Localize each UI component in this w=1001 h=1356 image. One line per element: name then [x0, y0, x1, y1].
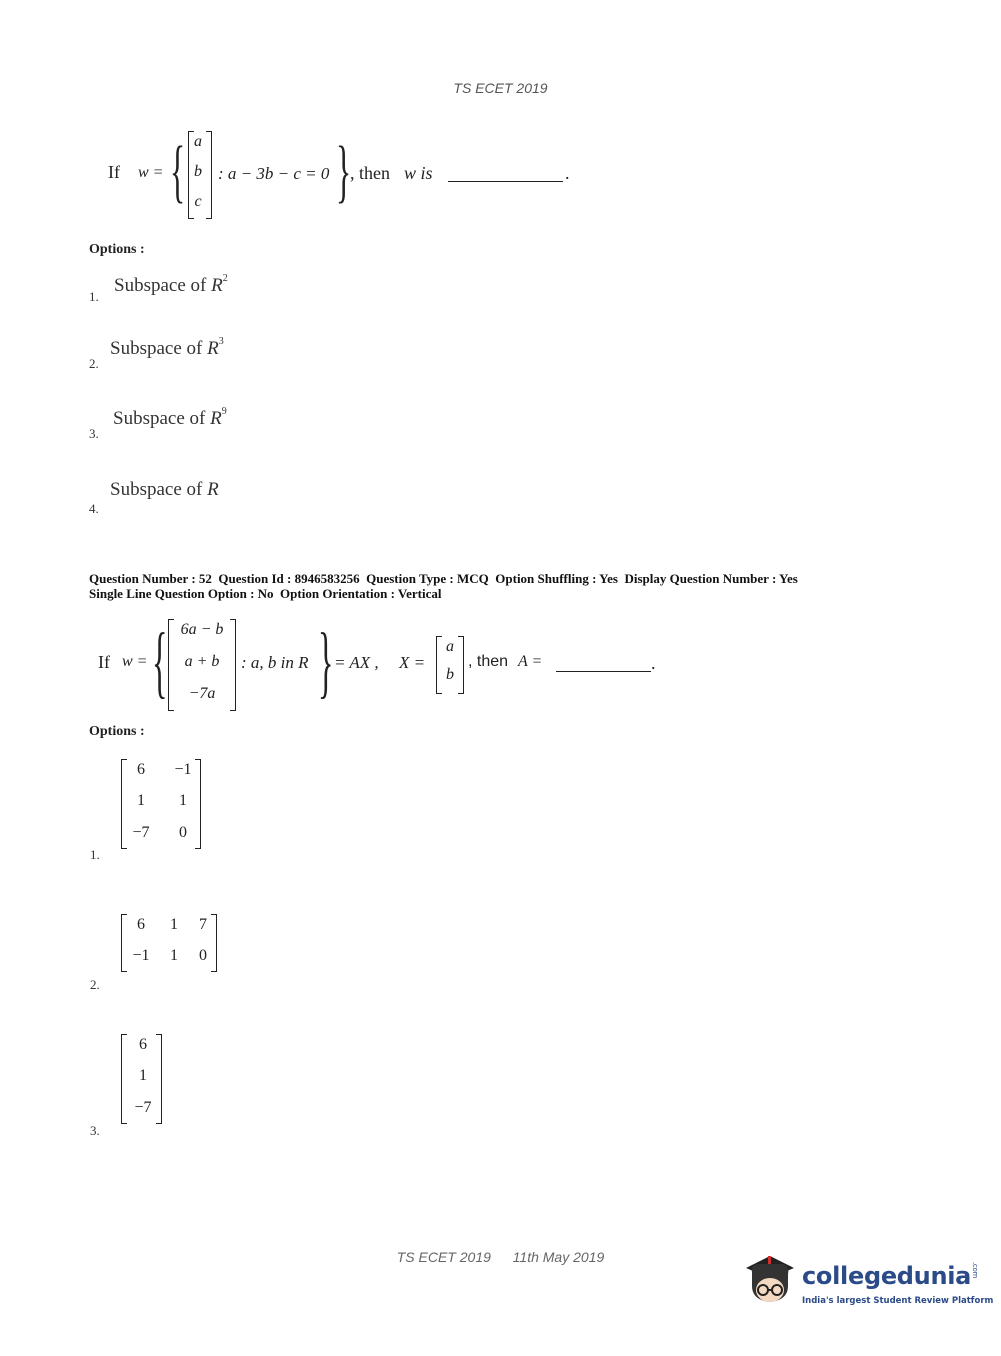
q52-vector-row-1: 6a − b [180, 621, 224, 638]
q51-vector-c: c [194, 193, 202, 210]
q52-x-a: a [446, 638, 454, 655]
option-text: Subspace of R [110, 479, 219, 500]
q51-period: . [565, 163, 570, 183]
question-52 [98, 614, 698, 714]
option-number: 2. [90, 977, 100, 992]
matrix-cell: −1 [132, 947, 150, 964]
q52-w-eq: w = [122, 653, 148, 670]
q52-left-brace: { [152, 618, 168, 706]
q51-answer-blank [448, 181, 563, 182]
option-text: Subspace of $R^3$ [110, 336, 224, 359]
option-text: Subspace of $R^9$ [113, 406, 227, 429]
matrix-cell: −7 [132, 824, 150, 841]
q52-option-2 [89, 910, 249, 1000]
q52-option-3 [89, 1030, 209, 1140]
matrix-right-bracket [195, 759, 201, 849]
q51-w-eq-text: w = [138, 164, 164, 181]
q51-then: , then [350, 163, 390, 183]
matrix-cell: 1 [170, 947, 178, 964]
option-number: 3. [90, 1123, 100, 1138]
footer-exam: TS ECET 2019 [396, 1249, 491, 1265]
q52-condition: : a, b in R [241, 653, 309, 672]
matrix-cell: 1 [139, 1067, 147, 1084]
matrix-cell: 1 [170, 916, 178, 933]
matrix-cell: 6 [137, 761, 145, 778]
q52-options-label: Options : [89, 724, 145, 739]
matrix-left-bracket [121, 1034, 127, 1124]
option-number: 1. [89, 289, 99, 304]
matrix-right-bracket [211, 914, 217, 972]
option-text: Subspace of $R^2$ [114, 273, 228, 296]
matrix-cell: 6 [139, 1036, 147, 1053]
question-51 [108, 125, 708, 225]
logo-wordmark [802, 1262, 979, 1290]
option-number: 4. [89, 501, 99, 516]
q52-metadata [89, 571, 969, 601]
q52-vector-row-2: a + b [184, 653, 220, 670]
q51-w-eq [138, 164, 163, 182]
matrix-left-bracket [121, 914, 127, 972]
q51-vector-b: b [194, 163, 202, 180]
q52-a-eq: A = [518, 653, 543, 670]
q52-ax: = AX , [334, 653, 379, 672]
q52-period: . [651, 653, 656, 673]
footer-date: 11th May 2019 [512, 1249, 605, 1265]
matrix-cell: −7 [134, 1099, 152, 1116]
q52-then: , then [468, 653, 509, 670]
q52-x-right-bracket [458, 636, 464, 694]
q52-option-1 [89, 755, 249, 865]
q52-right-brace: } [318, 618, 334, 706]
mascot-icon [740, 1250, 800, 1310]
matrix-cell: −1 [174, 761, 192, 778]
q52-vector-right-bracket [230, 619, 236, 711]
matrix-cell: 6 [137, 916, 145, 933]
matrix-cell: 1 [137, 792, 145, 809]
q51-left-brace: { [170, 133, 186, 210]
q51-vector-a: a [194, 133, 202, 150]
option-number: 3. [89, 426, 99, 441]
q52-vector-row-3: −7a [188, 685, 216, 702]
option-number: 1. [90, 847, 100, 862]
page-header: TS ECET 2019 [453, 80, 548, 96]
option-number: 2. [89, 356, 99, 371]
matrix-cell: 0 [179, 824, 187, 841]
q51-options-label: Options : [89, 242, 145, 257]
q52-answer-blank [556, 671, 651, 672]
logo-name: collegedunia [802, 1262, 972, 1290]
q51-if: If [108, 162, 120, 182]
matrix-right-bracket [156, 1034, 162, 1124]
logo-tld: .com [971, 1262, 980, 1278]
matrix-left-bracket [121, 759, 127, 849]
collegedunia-logo [740, 1250, 994, 1320]
matrix-cell: 0 [199, 947, 207, 964]
q51-right-brace: } [336, 133, 352, 210]
matrix-cell: 1 [179, 792, 187, 809]
q51-w-is: w is [404, 163, 433, 183]
q52-meta-line-1: Question Number : 52 Question Id : 8946583256 Question Type : MCQ Option Shuffling : Yes Display Question Number : Yes [89, 571, 798, 586]
logo-tagline: India's largest Student Review Platform [802, 1296, 994, 1306]
q52-meta-line-2: Single Line Question Option : No Option Orientation : Vertical [89, 586, 442, 601]
q51-vector-right-bracket [206, 131, 212, 219]
q52-x-eq: X = [399, 653, 426, 672]
q52-x-b: b [446, 666, 454, 683]
q51-condition: : a − 3b − c = 0 [218, 164, 330, 183]
matrix-cell: 7 [199, 916, 207, 933]
q52-if: If [98, 652, 110, 672]
